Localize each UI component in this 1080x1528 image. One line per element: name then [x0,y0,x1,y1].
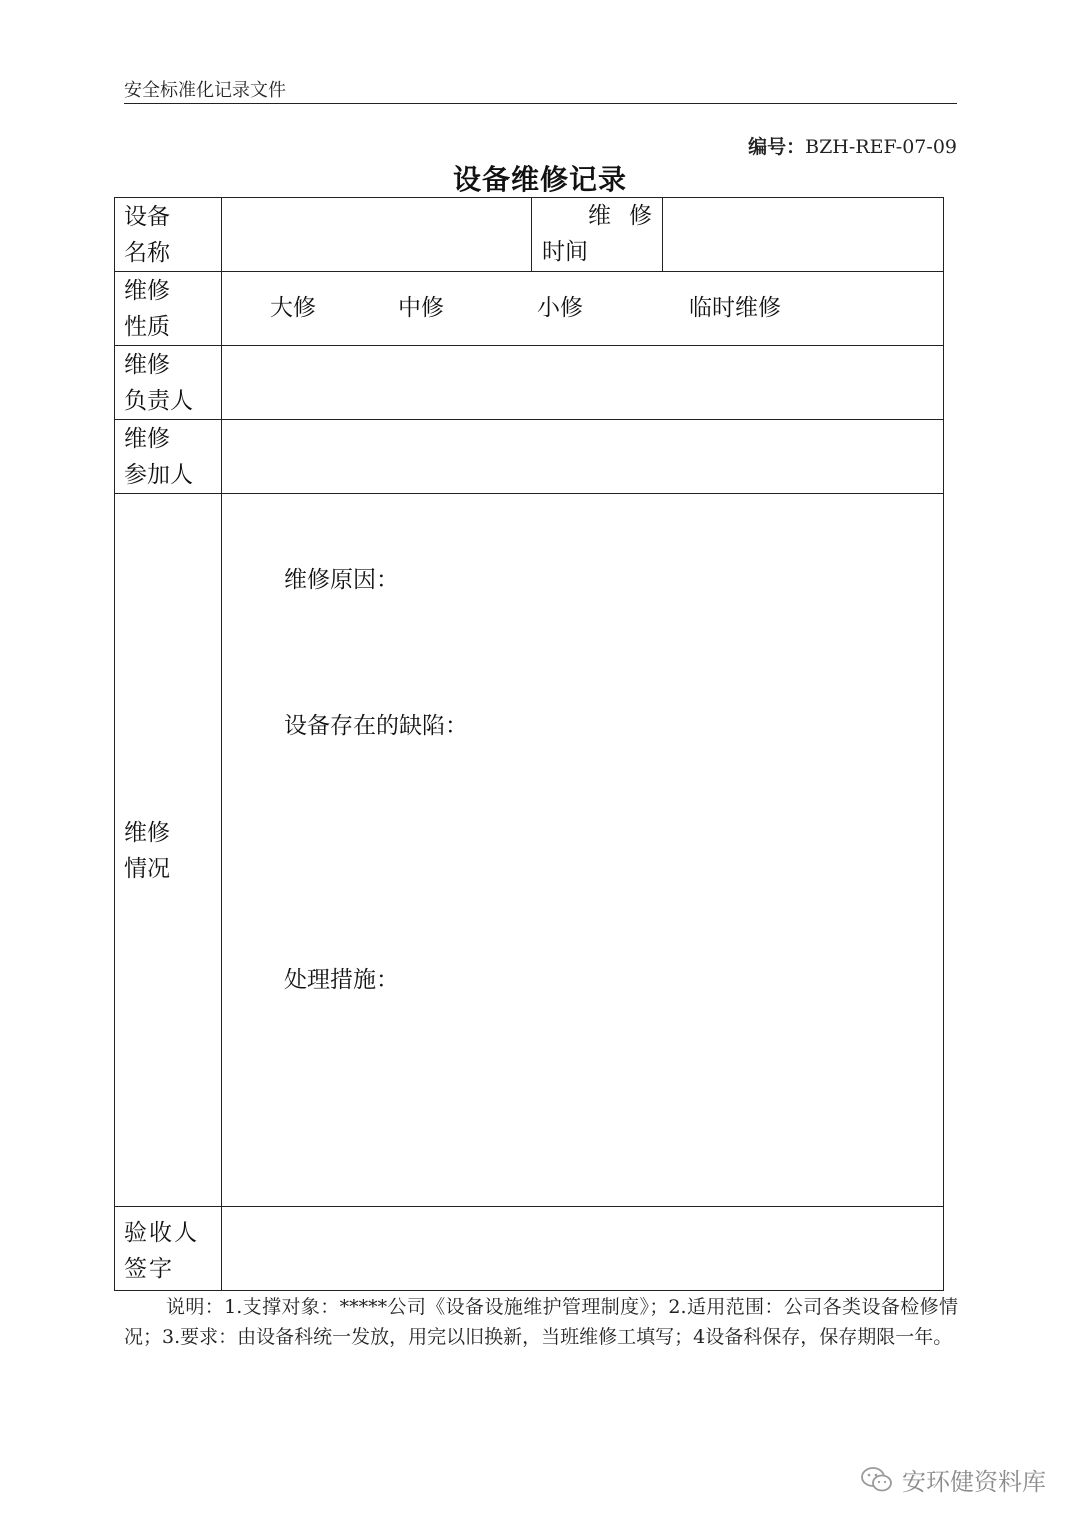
option-temporary-repair[interactable]: 临时维修 [689,295,781,321]
repair-time-label-bottom: 时间 [542,239,588,265]
repair-reason-label: 维修原因： [284,567,399,593]
watermark-text: 安环健资料库 [902,1468,1046,1496]
equipment-name-label: 设备 名称 [124,204,170,266]
repair-nature-field [222,272,944,346]
option-minor-repair[interactable]: 小修 [537,295,583,321]
page-title: 设备维修记录 [452,163,627,196]
defects-label: 设备存在的缺陷： [284,713,468,739]
acceptor-label-cell [115,1207,222,1291]
repair-time-label-cell [532,198,670,272]
equipment-name-field[interactable] [222,198,532,272]
option-major-repair[interactable]: 大修 [270,295,316,321]
repair-situation-label: 维修 情况 [124,819,170,882]
document-number-value: BZH-REF-07-09 [805,136,957,158]
repair-situation-field[interactable] [222,494,944,1207]
watermark [860,1462,1046,1497]
document-number [748,132,957,159]
equipment-name-label-cell [115,198,222,272]
wechat-icon [860,1465,894,1495]
repair-nature-label-cell [115,272,222,346]
repair-nature-label: 维修 性质 [124,278,170,340]
repair-participants-label-cell [115,420,222,494]
acceptor-signature-field[interactable] [222,1207,944,1291]
repair-participants-field[interactable] [222,420,944,494]
document-header: 安全标准化记录文件 [124,80,286,101]
repair-time-field[interactable] [663,198,944,272]
option-medium-repair[interactable]: 中修 [398,295,444,321]
repair-leader-field[interactable] [222,346,944,420]
measures-label: 处理措施： [284,967,399,993]
acceptor-label: 验收人 签字 [124,1220,199,1282]
repair-record-form [114,197,944,1291]
repair-leader-label-cell [115,346,222,420]
repair-leader-label: 维修 负责人 [124,352,193,414]
repair-time-label-top: 维修 [588,203,670,229]
form-note: 说明：1.支撑对象：*****公司《设备设施维护管理制度》；2.适用范围：公司各类设备检修情况；3.要求：由设备科统一发放，用完以旧换新，当班维修工填写；4设备科保存，保存期限一年。 [124,1296,958,1348]
repair-participants-label: 维修 参加人 [124,426,193,488]
repair-situation-label-cell [115,494,222,1207]
document-number-label: 编号： [748,136,806,158]
header-divider [124,103,957,104]
